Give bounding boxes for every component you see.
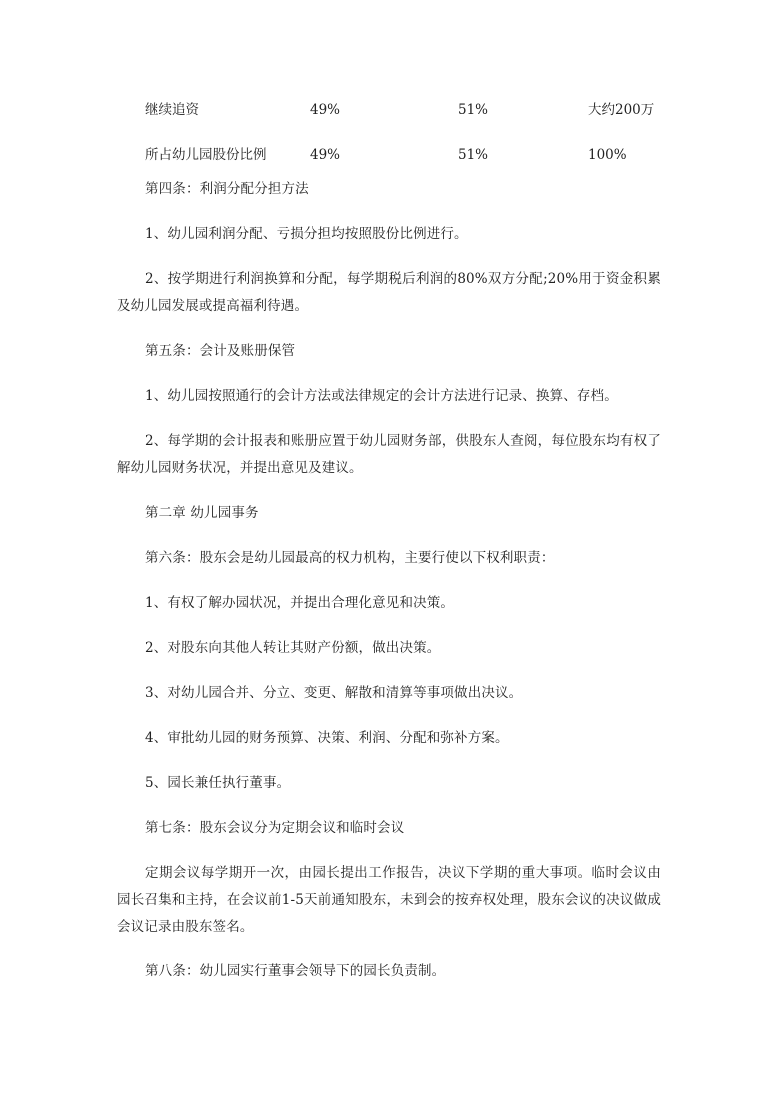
paragraph: 2、对股东向其他人转让其财产份额，做出决策。 — [145, 640, 441, 656]
table-cell: 51% — [458, 147, 489, 163]
paragraph: 1、幼儿园利润分配、亏损分担均按照股份比例进行。 — [145, 226, 468, 242]
article-heading: 第五条：会计及账册保管 — [145, 343, 296, 359]
paragraph: 2、每学期的会计报表和账册应置于幼儿园财务部，供股东人查阅，每位股东均有权了解幼儿园财务状况，并提出意见及建议。 — [117, 433, 661, 476]
article-heading: 第六条：股东会是幼儿园最高的权力机构，主要行使以下权利职责： — [145, 550, 555, 566]
table-cell: 51% — [458, 102, 489, 118]
article-heading: 第八条：幼儿园实行董事会领导下的园长负责制。 — [145, 963, 446, 979]
table-cell: 大约200万 — [588, 102, 655, 118]
paragraph: 1、幼儿园按照通行的会计方法或法律规定的会计方法进行记录、换算、存档。 — [145, 388, 618, 404]
article-heading: 第七条：股东会议分为定期会议和临时会议 — [145, 820, 405, 836]
table-row — [0, 99, 774, 121]
paragraph: 3、对幼儿园合并、分立、变更、解散和清算等事项做出决议。 — [145, 685, 523, 701]
paragraph: 1、有权了解办园状况，并提出合理化意见和决策。 — [145, 595, 455, 611]
paragraph: 定期会议每学期开一次，由园长提出工作报告，决议下学期的重大事项。临时会议由园长召集和主持，在会议前1-5天前通知股东，未到会的按弃权处理，股东会议的决议做成会议记录由股东签名。 — [117, 865, 661, 935]
paragraph: 2、按学期进行利润换算和分配，每学期税后利润的80%双方分配;20%用于资金积累及幼儿园发展或提高福利待遇。 — [117, 271, 661, 314]
table-cell: 49% — [310, 102, 341, 118]
table-cell: 继续追资 — [145, 102, 199, 118]
table-cell: 100% — [588, 147, 627, 163]
paragraph: 5、园长兼任执行董事。 — [145, 775, 291, 791]
chapter-heading: 第二章 幼儿园事务 — [145, 505, 259, 521]
table-cell: 49% — [310, 147, 341, 163]
article-heading: 第四条：利润分配分担方法 — [145, 181, 309, 197]
paragraph: 4、审批幼儿园的财务预算、决策、利润、分配和弥补方案。 — [145, 730, 509, 746]
table-row — [0, 144, 774, 166]
table-cell: 所占幼儿园股份比例 — [145, 147, 267, 163]
